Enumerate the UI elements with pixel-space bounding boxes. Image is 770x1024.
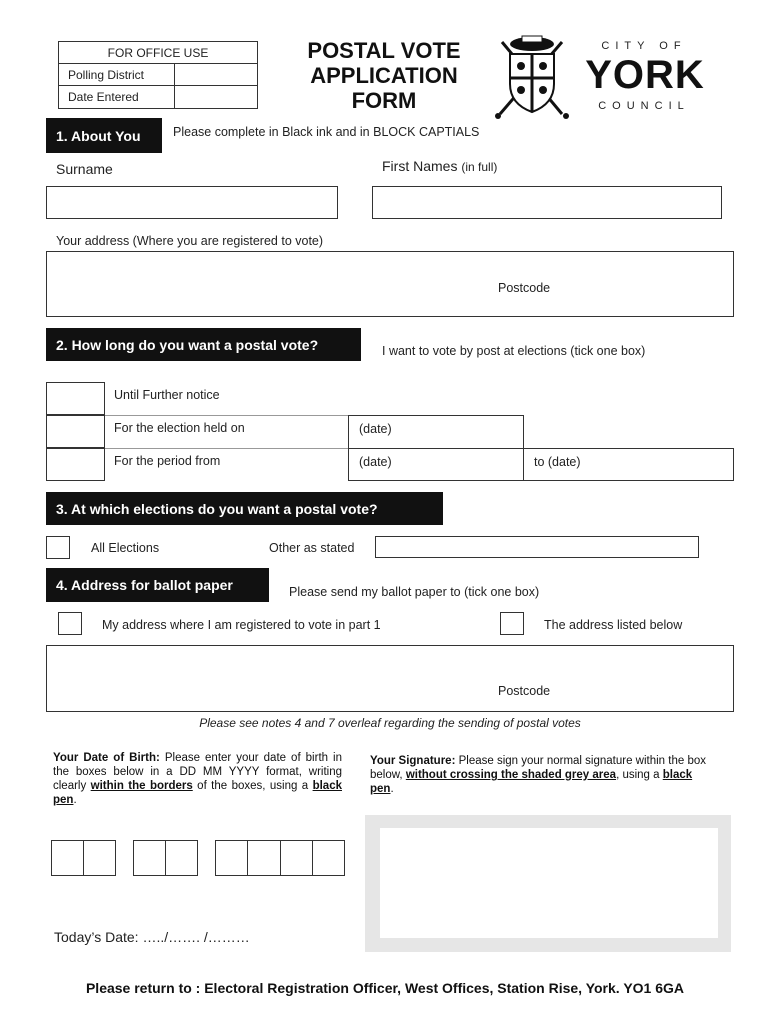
section-2-instruction: I want to vote by post at elections (tick one box) [382,344,646,358]
dob-text-2: of the boxes, using a [192,780,313,792]
row-divider [105,448,348,449]
polling-district-field[interactable] [175,64,256,85]
section-4-heading: 4. Address for ballot paper [46,568,269,602]
dob-month-boxes[interactable] [133,840,198,876]
other-as-stated-label: Other as stated [269,541,355,555]
signature-box[interactable] [380,828,718,938]
listed-address-label: The address listed below [544,618,683,632]
tick-registered-address[interactable] [58,612,82,635]
surname-label: Surname [56,161,113,177]
ballot-address-input[interactable] [46,645,734,712]
signature-text-2: , using a [616,769,663,781]
tick-listed-address[interactable] [500,612,524,635]
office-row-polling [59,63,257,85]
polling-district-label: Polling District [68,68,145,82]
address-input[interactable] [46,251,734,317]
signature-instructions [370,754,715,796]
section-2-heading: 2. How long do you want a postal vote? [46,328,361,361]
todays-date[interactable]: Today’s Date: …../……. /……… [54,929,250,945]
section-1-heading: 1. About You [46,118,162,153]
dob-instructions [53,751,342,807]
period-to-placeholder: to (date) [534,455,581,469]
other-elections-input[interactable] [375,536,699,558]
section-3-heading: 3. At which elections do you want a postal vote? [46,492,443,525]
all-elections-label: All Elections [91,541,160,555]
address-postcode-label: Postcode [498,281,551,295]
signature-text-1: Please sign your normal signature within the box below, [370,755,706,781]
option-period-from: For the period from [114,454,221,468]
option-election-held-on: For the election held on [114,421,245,435]
tick-election-held-on[interactable] [46,415,105,448]
logo-city-of: CITY OF [601,40,687,52]
dob-text-1: Please enter your date of birth in the boxes below in a DD MM YYYY format, writing clearly [53,752,343,792]
logo-council: COUNCIL [598,100,690,112]
tick-period-from[interactable] [46,448,105,481]
dob-year-boxes[interactable] [215,840,345,876]
dob-day-boxes[interactable] [51,840,116,876]
signature-underline-1: without crossing the shaded grey area [405,769,617,781]
period-from-placeholder: (date) [359,455,392,469]
signature-lead: Your Signature: [370,755,456,767]
dob-underline-1: within the borders [90,780,193,792]
first-names-input[interactable] [372,186,722,219]
dob-text-3: . [73,794,77,806]
title-line-2: APPLICATION [310,63,458,88]
election-date-placeholder: (date) [359,422,392,436]
office-use-header: FOR OFFICE USE [107,46,209,60]
first-names-label [382,158,497,174]
form-title [292,38,476,113]
dob-underline-2: black pen [53,780,342,806]
date-entered-field[interactable] [175,86,256,108]
address-label: Your address (Where you are registered to vote) [56,234,324,248]
surname-input[interactable] [46,186,338,219]
office-row-date [59,85,257,107]
first-names-label-text: First Names [382,158,458,174]
date-entered-label: Date Entered [68,90,139,104]
section-4-instruction: Please send my ballot paper to (tick one box) [289,585,540,599]
title-line-3: FORM [351,88,417,113]
dob-lead: Your Date of Birth: [53,752,160,764]
coat-of-arms-icon [492,32,572,122]
signature-underline-2: black pen [370,769,693,795]
ballot-note: Please see notes 4 and 7 overleaf regarding the sending of postal votes [199,716,581,730]
row-divider [105,415,348,416]
title-line-1: POSTAL VOTE [307,38,461,63]
logo-york: YORK [585,53,705,97]
tick-all-elections[interactable] [46,536,70,559]
section-1-instruction: Please complete in Black ink and in BLOCK CAPTIALS [173,125,480,139]
tick-until-further-notice[interactable] [46,382,105,415]
option-until-further-notice: Until Further notice [114,388,220,402]
first-names-note: (in full) [461,160,498,174]
return-address: Please return to : Electoral Registration Officer, West Offices, Station Rise, York. YO1 6GA [85,980,685,996]
ballot-postcode-label: Postcode [498,684,551,698]
office-use-box [58,41,258,109]
registered-address-label: My address where I am registered to vote in part 1 [102,618,381,632]
signature-text-3: . [390,783,394,795]
